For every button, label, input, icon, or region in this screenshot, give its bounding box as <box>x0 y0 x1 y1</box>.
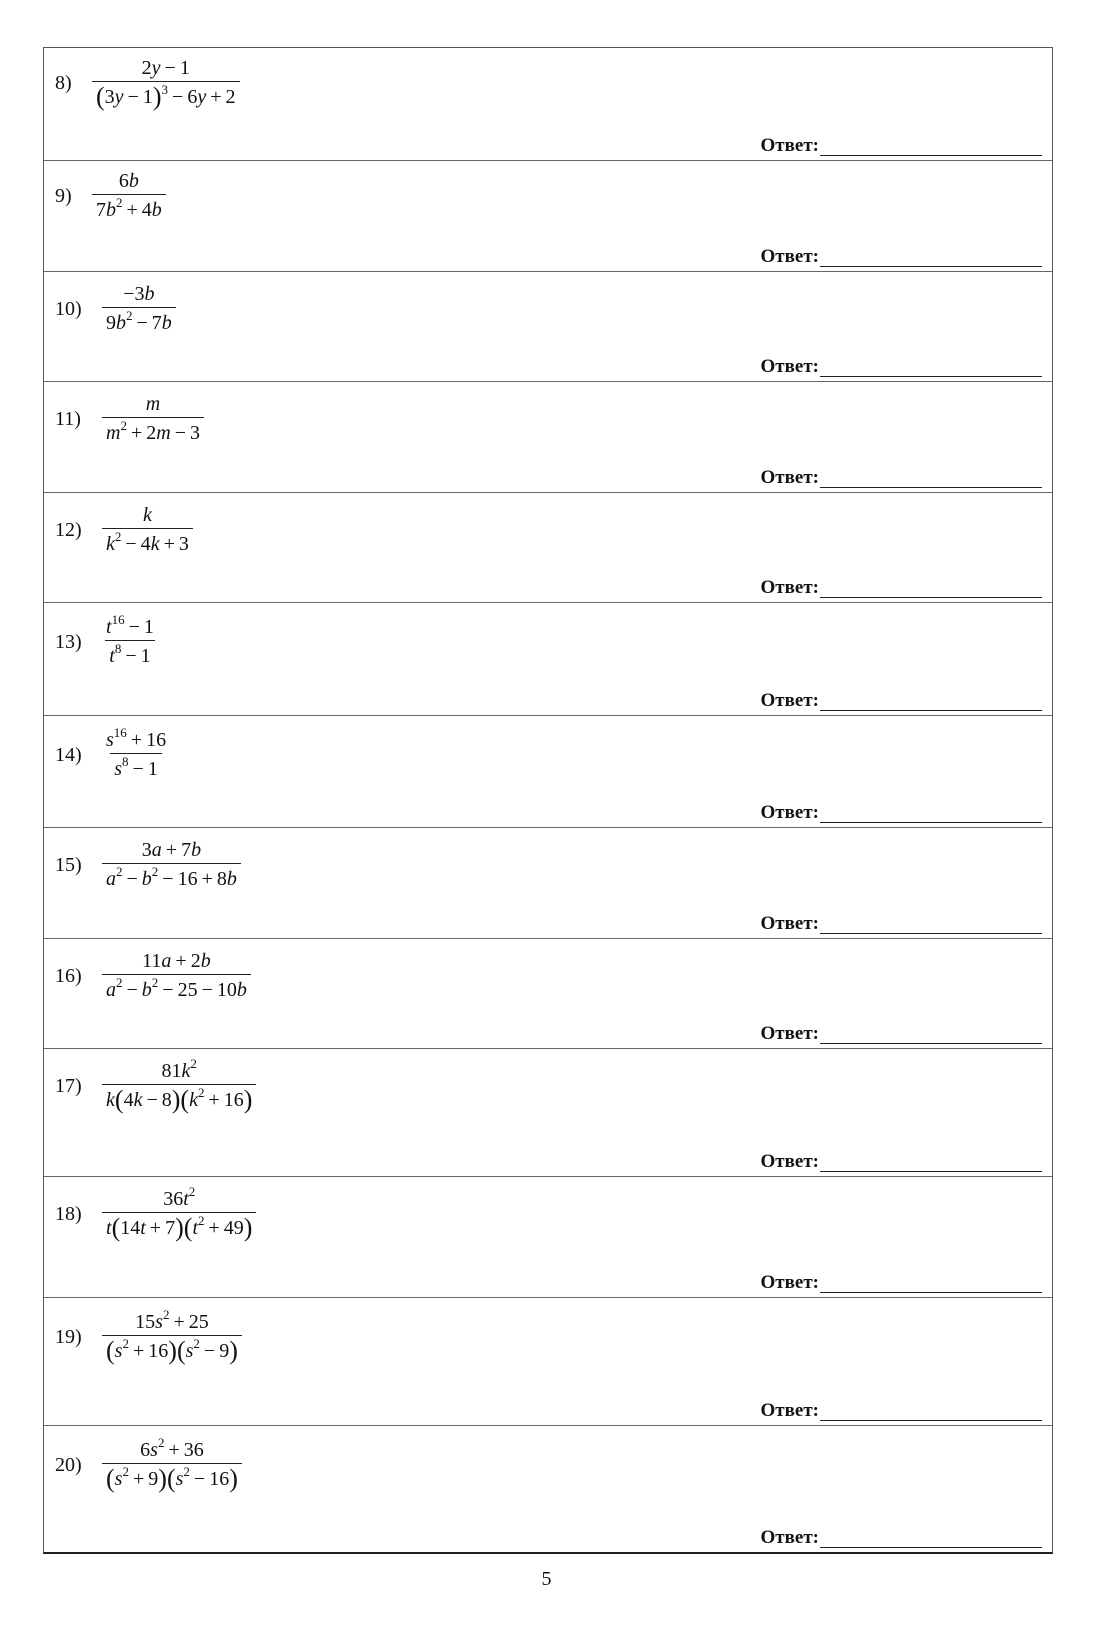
answer-blank-line[interactable] <box>820 1402 1042 1421</box>
fraction-expression <box>102 1184 256 1242</box>
problems-table <box>43 47 1053 1554</box>
problem-number: 19) <box>55 1326 82 1348</box>
fraction-expression <box>92 56 240 110</box>
numerator: $36t^2$ <box>163 1184 196 1210</box>
numerator: $t^{16} - 1$ <box>106 612 154 638</box>
answer-blank-line[interactable] <box>820 1274 1042 1293</box>
answer-blank-line[interactable] <box>820 692 1042 711</box>
numerator: 6b <box>118 170 139 192</box>
problem-row <box>44 160 1052 271</box>
fraction-expression <box>102 392 204 446</box>
answer-field <box>761 914 1042 934</box>
answer-blank-line[interactable] <box>820 469 1042 488</box>
numerator: 2y − 1 <box>141 57 190 79</box>
fraction-expression <box>102 725 170 782</box>
answer-label: Ответ: <box>760 246 819 267</box>
fraction-expression <box>102 282 176 336</box>
problem-row <box>44 381 1052 492</box>
answer-field <box>761 136 1042 156</box>
denominator: $a^2 - b^2 - 25 - 10b$ <box>102 974 251 1003</box>
problem-row <box>44 1176 1052 1297</box>
answer-blank-line[interactable] <box>820 579 1042 598</box>
fraction-expression <box>102 1307 242 1365</box>
answer-field <box>761 691 1042 711</box>
problem-number: 12) <box>55 519 82 541</box>
problem-row <box>44 492 1052 602</box>
fraction-expression <box>102 1056 256 1114</box>
fraction-expression <box>102 838 241 892</box>
problem-number: 10) <box>55 298 82 320</box>
problem-number: 17) <box>55 1075 82 1097</box>
answer-field <box>761 1401 1042 1421</box>
answer-blank-line[interactable] <box>820 358 1042 377</box>
numerator: −3b <box>123 283 155 305</box>
denominator: $k^2 - 4k + 3$ <box>102 528 193 557</box>
numerator: $6s^2 + 36$ <box>140 1435 204 1461</box>
numerator: $81k^2$ <box>161 1056 197 1082</box>
answer-field <box>761 357 1042 377</box>
answer-label: Ответ: <box>760 135 819 156</box>
answer-label: Ответ: <box>760 356 819 377</box>
problem-row <box>44 602 1052 715</box>
problem-row <box>44 1425 1052 1552</box>
answer-label: Ответ: <box>760 1400 819 1421</box>
denominator: $k(4k - 8)(k^2 + 16)$ <box>102 1084 256 1113</box>
answer-blank-line[interactable] <box>820 1153 1042 1172</box>
answer-field <box>761 468 1042 488</box>
answer-label: Ответ: <box>760 1272 819 1293</box>
fraction-expression <box>102 612 158 669</box>
answer-field <box>761 1152 1042 1172</box>
answer-field <box>761 247 1042 267</box>
numerator: $s^{16} + 16$ <box>106 725 167 751</box>
problem-row <box>44 1297 1052 1425</box>
denominator: $a^2 - b^2 - 16 + 8b$ <box>102 863 241 892</box>
problem-row <box>44 827 1052 938</box>
fraction-expression <box>102 1435 242 1493</box>
answer-field <box>761 803 1042 823</box>
answer-blank-line[interactable] <box>820 804 1042 823</box>
problem-row <box>44 715 1052 827</box>
fraction-expression <box>102 949 251 1003</box>
answer-blank-line[interactable] <box>820 915 1042 934</box>
problem-row <box>44 1048 1052 1176</box>
problem-number: 18) <box>55 1203 82 1225</box>
answer-blank-line[interactable] <box>820 1025 1042 1044</box>
denominator: $s^8 - 1$ <box>110 753 162 782</box>
answer-field <box>761 578 1042 598</box>
answer-field <box>761 1528 1042 1548</box>
answer-field <box>761 1024 1042 1044</box>
problem-number: 16) <box>55 965 82 987</box>
denominator: $(3y - 1)^3 - 6y + 2$ <box>92 81 240 110</box>
answer-blank-line[interactable] <box>820 137 1042 156</box>
answer-label: Ответ: <box>760 802 819 823</box>
answer-blank-line[interactable] <box>820 248 1042 267</box>
answer-label: Ответ: <box>760 467 819 488</box>
answer-label: Ответ: <box>760 1151 819 1172</box>
denominator: $m^2 + 2m - 3$ <box>102 417 204 446</box>
problem-row <box>44 48 1052 160</box>
denominator: $(s^2 + 16)(s^2 - 9)$ <box>102 1335 242 1364</box>
answer-label: Ответ: <box>760 1527 819 1548</box>
numerator: m <box>145 393 161 415</box>
problem-number: 11) <box>55 408 81 430</box>
numerator: $15s^2 + 25$ <box>135 1307 209 1333</box>
problem-row <box>44 271 1052 381</box>
problem-number: 20) <box>55 1454 82 1476</box>
answer-label: Ответ: <box>760 690 819 711</box>
numerator: k <box>142 504 152 526</box>
problem-number: 15) <box>55 854 82 876</box>
problem-number: 8) <box>55 72 72 94</box>
answer-label: Ответ: <box>760 1023 819 1044</box>
fraction-expression <box>102 503 193 557</box>
denominator: $t(14t + 7)(t^2 + 49)$ <box>102 1212 256 1241</box>
numerator: 11a + 2b <box>142 950 211 972</box>
problem-number: 13) <box>55 631 82 653</box>
problem-number: 14) <box>55 744 82 766</box>
answer-label: Ответ: <box>760 913 819 934</box>
denominator: $(s^2 + 9)(s^2 - 16)$ <box>102 1463 242 1492</box>
denominator: $7b^2 + 4b$ <box>92 194 166 223</box>
page-number: 5 <box>541 1568 552 1590</box>
answer-label: Ответ: <box>760 577 819 598</box>
answer-field <box>761 1273 1042 1293</box>
fraction-expression <box>92 169 166 223</box>
problem-number: 9) <box>55 185 72 207</box>
answer-blank-line[interactable] <box>820 1529 1042 1548</box>
denominator: $t^8 - 1$ <box>105 640 154 669</box>
problem-row <box>44 938 1052 1048</box>
denominator: $9b^2 - 7b$ <box>102 307 176 336</box>
numerator: 3a + 7b <box>141 839 202 861</box>
